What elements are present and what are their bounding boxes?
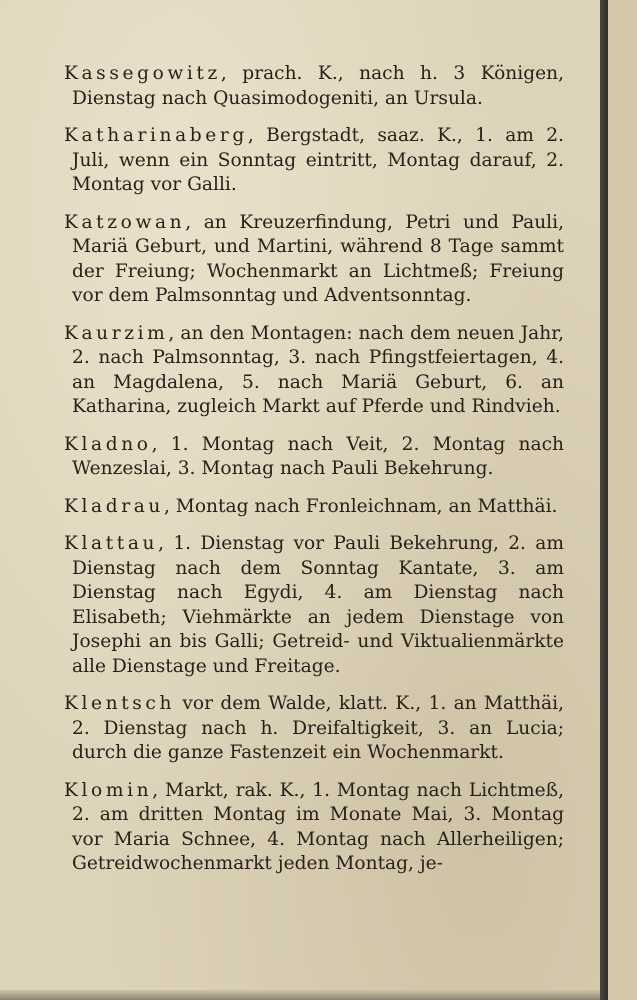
entry-body: vor dem Walde, klatt. K., 1. an Matthäi, 2. Dienstag nach h. Dreifaltigkeit, 3. an Lucia; durch die ganze Fastenzeit ein Wochenmarkt. (72, 693, 564, 763)
entry-head: Klomin (64, 779, 153, 801)
entry-kladno (64, 433, 564, 482)
entry-body: , prach. K., nach h. 3 Königen, Dienstag nach Quasimodogeniti, an Ursula. (72, 63, 564, 109)
entry-body: , 1. Dienstag vor Pauli Bekehrung, 2. am Dienstag nach dem Sonntag Kantate, 3. am Dienstag nach Egydi, 4. am Dienstag nach Elisabeth; Viehmärkte an jedem Dienstage von Josephi an bis Galli; Getreid- und Viktualienmärkte alle Dienstage und Freitage. (72, 533, 564, 677)
entry-body: , Markt, rak. K., 1. Montag nach Lichtmeß, 2. am dritten Montag im Monate Mai, 3. Montag vor Maria Schnee, 4. Montag nach Allerheiligen; Getreidwochenmarkt jeden Montag, je- (72, 779, 564, 874)
entry-body: , an Kreuzerfindung, Petri und Pauli, Mariä Geburt, und Martini, während 8 Tage sammt der Freiung; Wochenmarkt an Lichtmeß; Freiung vor dem Palmsonntag und Adventsonntag. (72, 211, 564, 306)
entry-kaurzim (64, 322, 564, 420)
entry-head: Katzowan (64, 211, 186, 233)
entry-kladrau (64, 495, 564, 520)
entry-klattau (64, 532, 564, 679)
entry-head: Kladno (64, 433, 152, 455)
entry-katharinaberg (64, 124, 564, 198)
page-bottom-edge (0, 990, 600, 1000)
entry-body: , an den Montagen: nach dem neuen Jahr, 2. nach Palmsonntag, 3. nach Pfingstfeiertagen, 4. an Magdalena, 5. nach Mariä Geburt, 6. an Katharina, zugleich Markt auf Pferde und Rindvieh. (72, 322, 564, 417)
entry-body: , Bergstadt, saaz. K., 1. am 2. Juli, wenn ein Sonntag eintritt, Montag darauf, 2. Montag vor Galli. (72, 125, 564, 195)
entry-katzowan (64, 211, 564, 309)
entry-head: Kaurzim (64, 322, 169, 344)
entry-head: Klentsch (64, 693, 176, 714)
book-gutter (600, 0, 608, 1000)
entry-body: , Montag nach Fronleichnam, an Matthäi. (163, 495, 558, 517)
market-list (64, 62, 564, 890)
entry-head: Kladrau (64, 495, 164, 517)
entry-head: Klattau (64, 533, 159, 554)
entry-klomin (64, 779, 564, 877)
entry-kassegowitz (64, 62, 564, 111)
entry-body: , 1. Montag nach Veit, 2. Montag nach Wenzeslai, 3. Montag nach Pauli Bekehrung. (72, 433, 564, 479)
facing-page-edge (608, 0, 637, 1000)
entry-head: Kassegowitz (64, 63, 221, 84)
entry-klentsch (64, 692, 564, 766)
entry-head: Katharinaberg (64, 125, 248, 146)
